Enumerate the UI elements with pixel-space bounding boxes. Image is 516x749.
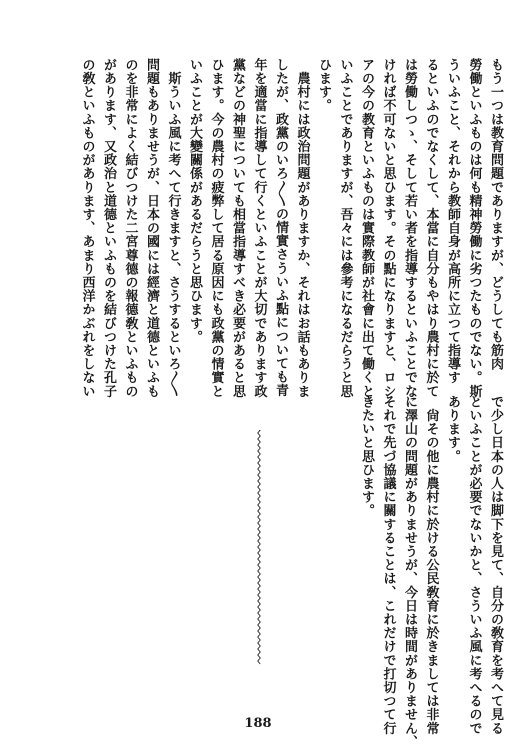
text-line: もう一つは教育問題でありますが、どうしても筋肉 bbox=[488, 58, 503, 371]
text-line: 黨などの神聖についても相當指導すべき必要があると思 bbox=[230, 58, 245, 398]
text-line: 斯ういふ風に考へて行きますと、さうするといろ〳〵 bbox=[165, 58, 181, 398]
text-line: したが、政黨のいろ〳〵の情實さういふ點についても青 bbox=[273, 58, 288, 398]
text-line: 問題もありませうが、日本の國には經濟と道德といふも bbox=[144, 58, 159, 398]
text-line: あります。 bbox=[445, 395, 460, 463]
text-line: の敎といふものがあります、あまり西洋かぶれをしない bbox=[79, 58, 95, 398]
text-line: ひます。 bbox=[316, 58, 331, 113]
section-divider-line bbox=[254, 430, 264, 666]
text-line: それで先づ協議に關することは、これだけで打切つて行 bbox=[380, 395, 396, 735]
page-number: 188 bbox=[244, 716, 272, 731]
text-line: るといふのでなくして、本當に自分もやはり農村に於て bbox=[423, 58, 439, 398]
text-line: ければ不可ないと思ひます。その點になりますと、ロシ bbox=[380, 58, 396, 398]
text-line: で少し日本の人は脚下を見て、自分の敎育を考へて見る bbox=[488, 395, 503, 735]
text-line: 勞働といふものは何も精神勞働に劣つたものでない。斯 bbox=[466, 58, 482, 398]
bottom-text-column bbox=[356, 395, 507, 749]
text-line: に澤山の問題がありませうが、今日は時間がありません、 bbox=[402, 395, 417, 749]
text-line: があります、又政治と道德といふものを結びつけた孔子 bbox=[101, 58, 116, 398]
text-line: は勞働しつゝ、そして若い者を指導するといふことでな bbox=[402, 58, 417, 398]
text-line: ひます。今の農村の疲弊して居る原因にも政黨の情實と bbox=[208, 58, 224, 398]
top-text-column bbox=[76, 58, 506, 398]
text-line: ういふこと、それから教師自身が高所に立つて指導す bbox=[445, 58, 460, 385]
text-line: といふことが必要でないかと、さういふ風に考へるので bbox=[466, 395, 482, 735]
text-line: いふことでありますが、吾々には參考になるだらうと思 bbox=[337, 58, 353, 398]
text-line: きたいと思ひます。 bbox=[359, 395, 374, 518]
text-line: いふことが大變關係があるだらうと思ひます。 bbox=[187, 58, 202, 344]
text-line: アの今の教育といふものは實際教師が社會に出て働くと bbox=[359, 58, 374, 398]
text-line: 尙その他に農村に於ける公民敎育に於きましては非常 bbox=[423, 395, 439, 735]
text-line: のを非常によく結びつけた二宮尊德の報德敎といふもの bbox=[122, 58, 138, 398]
text-line: 農村には政治問題がありますか、それはお話もありま bbox=[294, 58, 310, 398]
text-line: 年を適當に指導して行くといふことが大切であります政 bbox=[251, 58, 267, 398]
